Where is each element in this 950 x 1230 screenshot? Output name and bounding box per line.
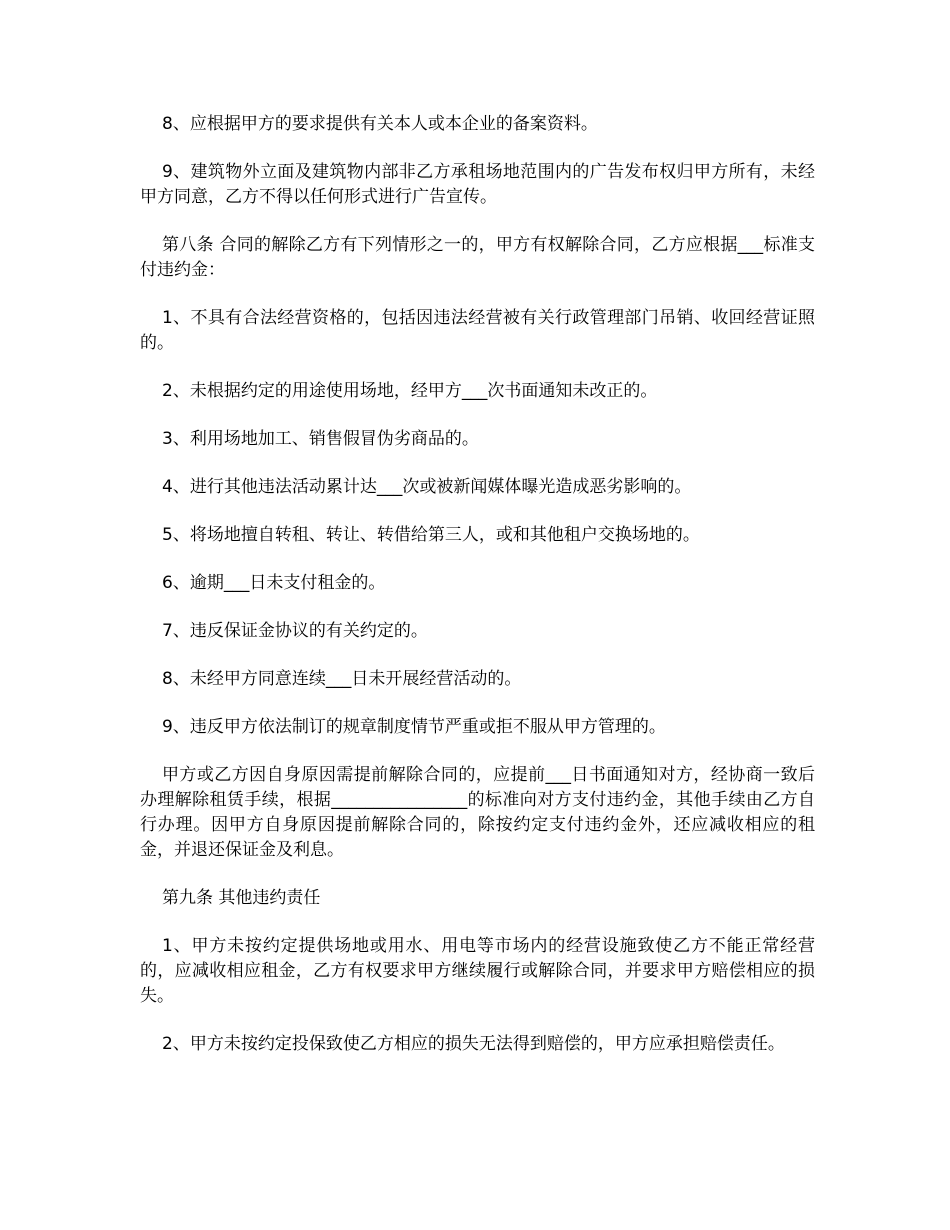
clause-paragraph: 4、进行其他违法活动累计达___次或被新闻媒体曝光造成恶劣影响的。 [162, 477, 692, 497]
clause-paragraph: 8、应根据甲方的要求提供有关本人或本企业的备案资料。 [162, 114, 598, 134]
clause-paragraph: 7、违反保证金协议的有关约定的。 [162, 621, 428, 641]
clause-paragraph: 5、将场地擅自转租、转让、转借给第三人，或和其他租户交换场地的。 [162, 525, 700, 545]
clause-paragraph: 9、建筑物外立面及建筑物内部非乙方承租场地范围内的广告发布权归甲方所有，未经甲方同意，乙方不得以任何形式进行广告宣传。 [140, 162, 815, 207]
clause-paragraph: 1、甲方未按约定提供场地或用水、用电等市场内的经营设施致使乙方不能正常经营的，应减收相应租金，乙方有权要求甲方继续履行或解除合同，并要求甲方赔偿相应的损失。 [140, 936, 815, 1006]
clause-paragraph: 9、违反甲方依法制订的规章制度情节严重或拒不服从甲方管理的。 [162, 717, 666, 737]
clause-paragraph: 3、利用场地加工、销售假冒伪劣商品的。 [162, 429, 479, 449]
clause-paragraph: 2、甲方未按约定投保致使乙方相应的损失无法得到赔偿的，甲方应承担赔偿责任。 [162, 1034, 785, 1054]
document-body [140, 112, 815, 1080]
termination-paragraph: 甲方或乙方因自身原因需提前解除合同的，应提前___日书面通知对方，经协商一致后办理解除租赁手续，根据________________的标准向对方支付违约金，其他手续由乙方自行办理。因甲方自身原因提前解除合同的，除按约定支付违约金外，还应减收相应的租金，并退还保证金及利息。 [140, 765, 815, 860]
clause-paragraph: 8、未经甲方同意连续___日未开展经营活动的。 [162, 669, 522, 689]
article-heading: 第九条 其他违约责任 [162, 888, 321, 908]
clause-paragraph: 2、未根据约定的用途使用场地，经甲方___次书面通知未改正的。 [162, 381, 658, 401]
clause-paragraph: 6、逾期___日未支付租金的。 [162, 573, 386, 593]
article-heading-paragraph: 第八条 合同的解除乙方有下列情形之一的，甲方有权解除合同，乙方应根据___标准支付违约金： [140, 235, 815, 280]
clause-paragraph: 1、不具有合法经营资格的，包括因违法经营被有关行政管理部门吊销、收回经营证照的。 [140, 308, 815, 353]
